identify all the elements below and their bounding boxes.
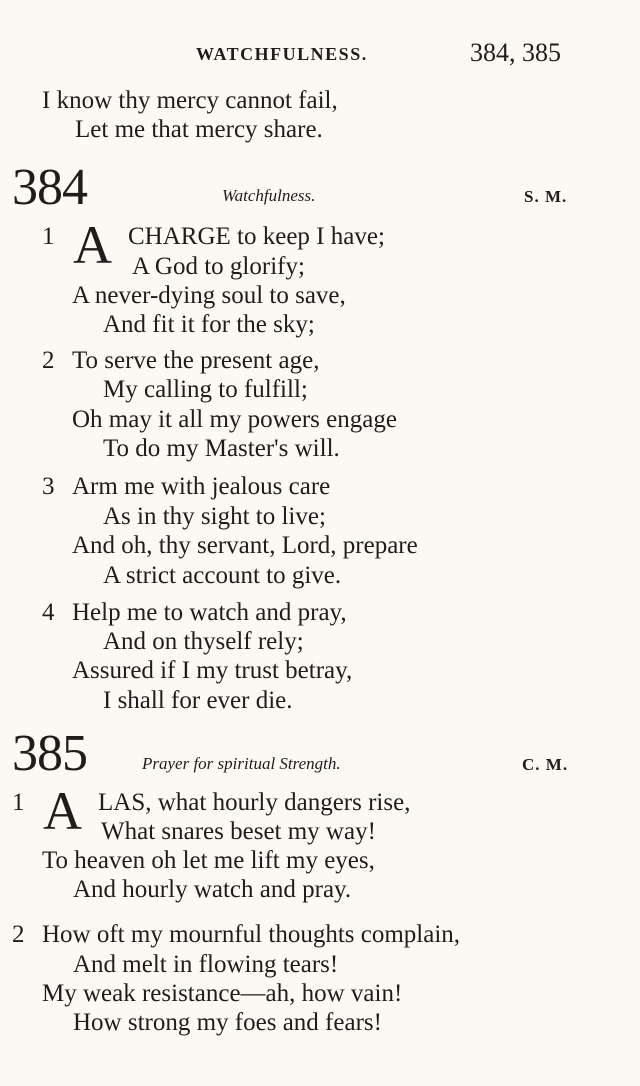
verse-line: How oft my mournful thoughts complain, [42, 921, 461, 948]
verse-line: And on thyself rely; [103, 628, 304, 655]
verse-number: 3 [42, 473, 55, 500]
verse-line: CHARGE to keep I have; [128, 223, 385, 250]
verse-line: What snares beset my way! [101, 818, 376, 845]
page-numbers: 384, 385 [470, 38, 561, 67]
verse-line: Arm me with jealous care [72, 473, 331, 500]
hymn-title: Watchfulness. [222, 186, 316, 205]
verse-number: 2 [42, 347, 55, 374]
verse-line: To heaven oh let me lift my eyes, [42, 847, 375, 874]
verse-line: My calling to fulfill; [103, 376, 308, 403]
verse-line: And melt in flowing tears! [73, 951, 339, 978]
verse-line: A strict account to give. [103, 562, 342, 589]
carryover-line: I know thy mercy cannot fail, [42, 87, 338, 114]
verse-line: A never-dying soul to save, [72, 282, 346, 309]
verse-line: Help me to watch and pray, [72, 599, 347, 626]
hymn-meter: C. M. [522, 755, 569, 774]
drop-cap: A [43, 781, 82, 841]
verse-number: 1 [42, 223, 55, 250]
hymn-number: 384 [12, 159, 87, 216]
hymn-number: 385 [12, 725, 87, 782]
verse-line: I shall for ever die. [103, 687, 293, 714]
verse-line: Oh may it all my powers engage [72, 406, 397, 433]
drop-cap: A [73, 215, 112, 275]
hymn-meter: S. M. [524, 187, 568, 206]
verse-line: And fit it for the sky; [103, 311, 315, 338]
verse-line: How strong my foes and fears! [73, 1009, 382, 1036]
verse-line: To serve the present age, [72, 347, 320, 374]
verse-line: And hourly watch and pray. [73, 876, 352, 903]
verse-number: 1 [12, 789, 25, 816]
verse-line: To do my Master's will. [103, 435, 340, 462]
verse-line: As in thy sight to live; [103, 503, 326, 530]
verse-line: My weak resistance—ah, how vain! [42, 980, 403, 1007]
verse-number: 4 [42, 599, 55, 626]
hymn-title: Prayer for spiritual Strength. [142, 754, 341, 773]
verse-line: And oh, thy servant, Lord, prepare [72, 532, 418, 559]
carryover-line: Let me that mercy share. [75, 116, 323, 143]
verse-number: 2 [12, 921, 25, 948]
verse-line: Assured if I my trust betray, [72, 657, 353, 684]
verse-line: A God to glorify; [132, 253, 305, 280]
verse-line: LAS, what hourly dangers rise, [98, 789, 411, 816]
running-title: WATCHFULNESS. [196, 44, 368, 64]
